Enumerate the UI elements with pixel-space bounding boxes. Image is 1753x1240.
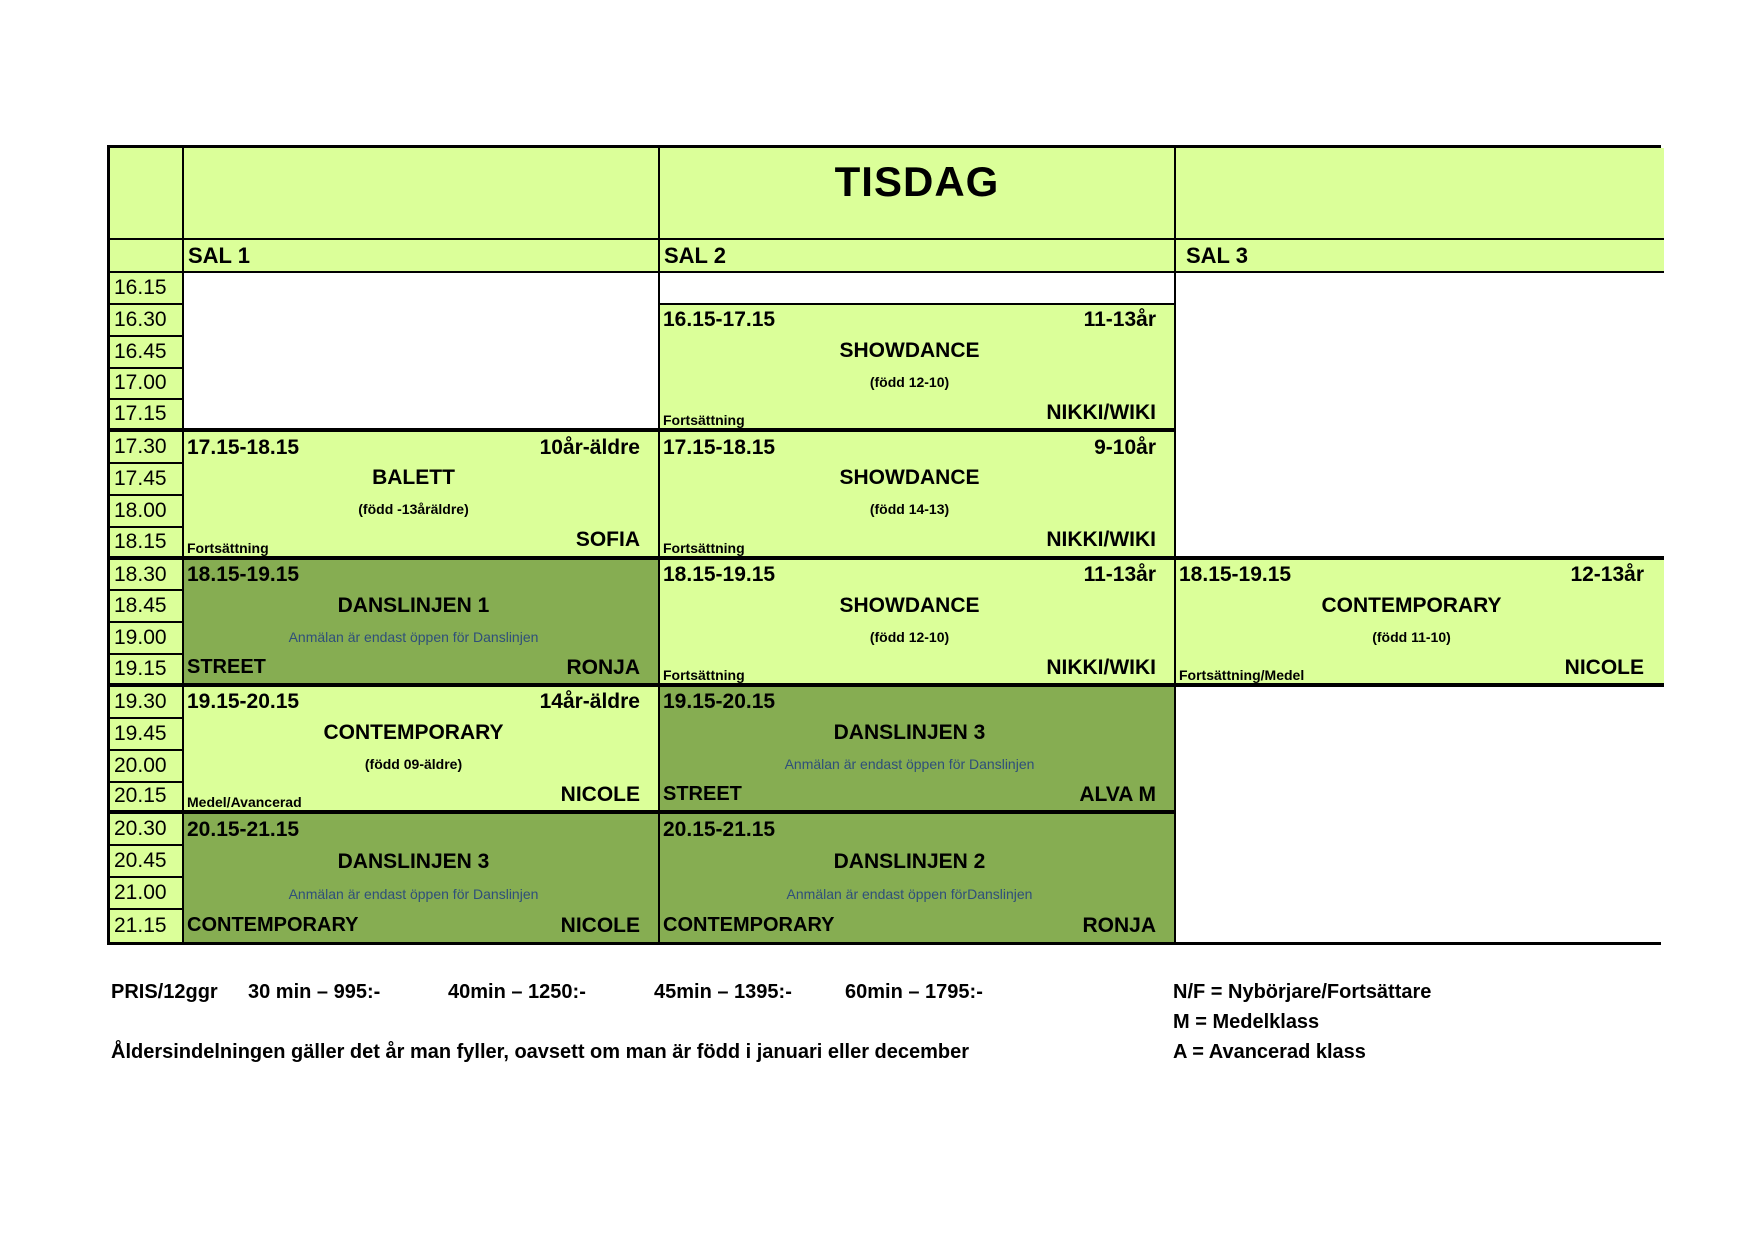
class-teacher: NICOLE (560, 913, 640, 937)
time-slot: 20.30 (110, 814, 184, 846)
class-name: SHOWDANCE (839, 339, 980, 363)
class-block-showdance-b[interactable] (660, 432, 1176, 559)
sal2-empty-slot (660, 273, 1176, 305)
class-teacher: NIKKI/WIKI (1046, 400, 1156, 424)
class-style: STREET (663, 783, 742, 806)
time-slot: 20.45 (110, 846, 184, 878)
class-level: Fortsättning (663, 666, 745, 683)
class-name: SHOWDANCE (839, 593, 980, 617)
age-note: Åldersindelningen gäller det år man fyller, oavsett om man är född i januari eller december (111, 1041, 970, 1063)
time-slot: 19.30 (110, 687, 184, 719)
sal-row-corner (110, 240, 184, 273)
time-slot: 20.00 (110, 751, 184, 783)
price-45: 45min – 1395:- (654, 981, 792, 1003)
class-level: Fortsättning (663, 412, 745, 429)
class-teacher: NICOLE (560, 782, 640, 806)
legend-nf: N/F = Nybörjare/Fortsättare (1173, 981, 1432, 1003)
time-slot: 19.15 (110, 655, 184, 687)
class-block-danslinjen1[interactable] (184, 560, 660, 687)
header-cell-sal1 (184, 148, 660, 240)
class-block-showdance-a[interactable] (660, 305, 1176, 432)
class-born: (född 14-13) (869, 501, 950, 518)
day-header (660, 148, 1176, 240)
class-block-danslinjen3-sal2[interactable] (660, 687, 1176, 814)
time-slot: 17.15 (110, 400, 184, 432)
class-time: 18.15-19.15 (187, 563, 300, 587)
class-block-contemporary-sal3[interactable] (1176, 560, 1664, 687)
class-age: 9-10år (1094, 435, 1156, 459)
class-level: Medel/Avancerad (187, 794, 302, 811)
price-60: 60min – 1795:- (845, 981, 983, 1003)
sal3-empty-slot-bottom (1176, 687, 1664, 942)
class-block-danslinjen3-sal1[interactable] (184, 814, 660, 941)
class-time: 19.15-20.15 (663, 690, 776, 714)
class-name: DANSLINJEN 3 (337, 850, 490, 874)
class-name: DANSLINJEN 3 (833, 721, 986, 745)
class-teacher: SOFIA (575, 528, 640, 552)
class-level: Fortsättning (187, 539, 269, 556)
class-age: 12-13år (1570, 563, 1644, 587)
time-slot: 19.00 (110, 623, 184, 655)
class-time: 18.15-19.15 (1179, 563, 1292, 587)
hall-label-1: SAL 1 (184, 240, 660, 273)
class-teacher: NIKKI/WIKI (1046, 528, 1156, 552)
hall-label-2: SAL 2 (660, 240, 1176, 273)
class-born: (född -13åräldre) (358, 501, 469, 518)
price-30: 30 min – 995:- (248, 981, 381, 1003)
hall-label-3: SAL 3 (1176, 240, 1664, 273)
time-slot: 17.45 (110, 464, 184, 496)
schedule-table (107, 145, 1661, 945)
time-slot: 16.30 (110, 305, 184, 337)
class-teacher: ALVA M (1079, 782, 1156, 806)
header-cell-sal3 (1176, 148, 1664, 240)
class-age: 10år-äldre (539, 435, 640, 459)
class-born: (född 11-10) (1372, 628, 1451, 645)
sal1-empty-slot (184, 273, 660, 432)
class-teacher: RONJA (566, 655, 640, 679)
class-note: Anmälan är endast öppen för Danslinjen (784, 756, 1035, 773)
class-born: (född 12-10) (869, 628, 950, 645)
class-block-showdance-c[interactable] (660, 560, 1176, 687)
class-style: CONTEMPORARY (663, 914, 835, 937)
time-slot: 16.15 (110, 273, 184, 305)
price-40: 40min – 1250:- (448, 981, 586, 1003)
class-level: Fortsättning (663, 539, 745, 556)
class-age: 14år-äldre (539, 690, 640, 714)
class-level: Fortsättning/Medel (1179, 666, 1305, 683)
class-name: CONTEMPORARY (1321, 593, 1502, 617)
class-note: Anmälan är endast öppen för Danslinjen (288, 628, 539, 645)
class-teacher: RONJA (1082, 913, 1156, 937)
time-slot: 16.45 (110, 337, 184, 369)
time-slot: 18.00 (110, 496, 184, 528)
corner-cell (110, 148, 184, 240)
class-teacher: NICOLE (1564, 655, 1644, 679)
class-name: SHOWDANCE (839, 466, 980, 490)
class-style: CONTEMPORARY (187, 914, 359, 937)
class-name: CONTEMPORARY (323, 721, 504, 745)
class-born: (född 09-äldre) (364, 756, 463, 773)
day-title: TISDAG (834, 158, 1000, 205)
time-slot: 21.00 (110, 878, 184, 910)
time-slot: 18.45 (110, 591, 184, 623)
time-slot: 18.15 (110, 528, 184, 560)
class-time: 19.15-20.15 (187, 690, 300, 714)
class-note: Anmälan är endast öppen för Danslinjen (288, 885, 539, 902)
time-slot: 20.15 (110, 783, 184, 815)
class-name: BALETT (372, 466, 455, 490)
class-age: 11-13år (1083, 563, 1156, 587)
time-slot: 17.00 (110, 369, 184, 401)
class-style: STREET (187, 656, 266, 679)
time-slot: 17.30 (110, 432, 184, 464)
legend-a: A = Avancerad klass (1173, 1041, 1366, 1063)
class-time: 20.15-21.15 (663, 818, 776, 842)
class-time: 18.15-19.15 (663, 563, 776, 587)
class-note: Anmälan är endast öppen förDanslinjen (786, 885, 1033, 902)
class-age: 11-13år (1083, 308, 1156, 332)
class-born: (född 12-10) (869, 373, 950, 390)
time-slot: 19.45 (110, 719, 184, 751)
class-time: 20.15-21.15 (187, 818, 300, 842)
class-time: 17.15-18.15 (663, 435, 776, 459)
legend-m: M = Medelklass (1173, 1011, 1320, 1033)
class-name: DANSLINJEN 2 (833, 850, 986, 874)
class-time: 16.15-17.15 (663, 308, 776, 332)
class-name: DANSLINJEN 1 (337, 593, 490, 617)
class-teacher: NIKKI/WIKI (1046, 655, 1156, 679)
sal3-empty-slot-top (1176, 273, 1664, 560)
class-time: 17.15-18.15 (187, 435, 300, 459)
time-slot: 21.15 (110, 910, 184, 942)
time-slot: 18.30 (110, 560, 184, 592)
price-label: PRIS/12ggr (111, 981, 218, 1003)
class-block-danslinjen2[interactable] (660, 814, 1176, 941)
class-block-balett[interactable] (184, 432, 660, 559)
class-block-contemporary-sal1[interactable] (184, 687, 660, 814)
